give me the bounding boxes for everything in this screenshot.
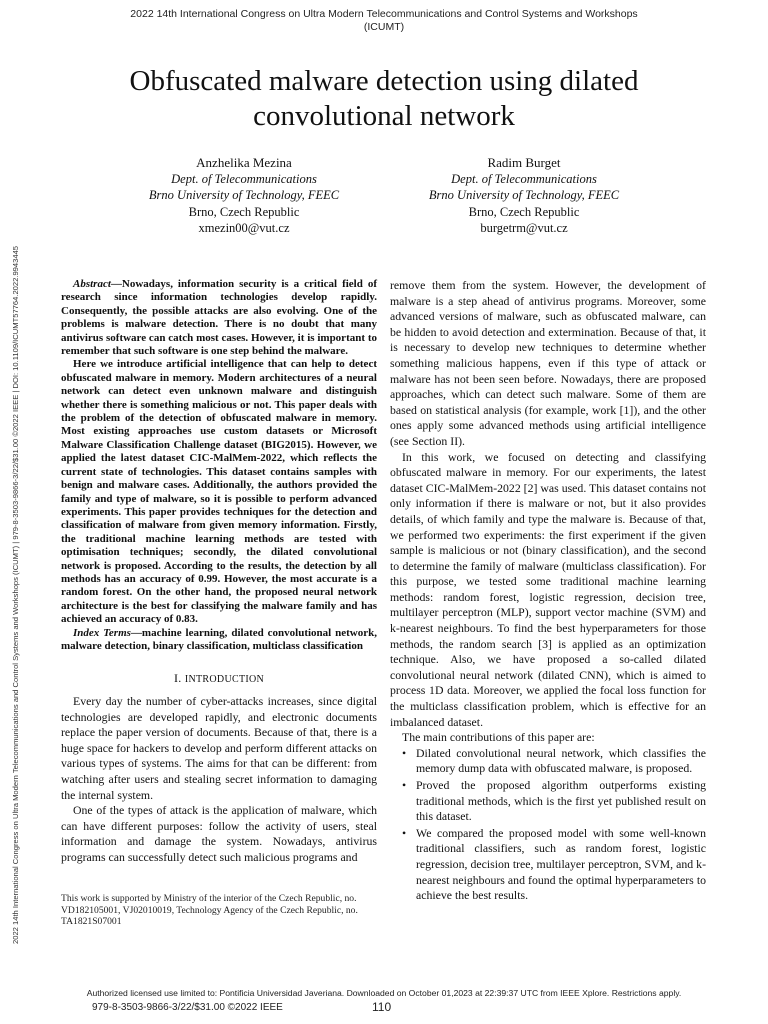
- abstract-paragraph-1: [61, 278, 377, 358]
- intro-paragraph-2: One of the types of attack is the application of malware, which can have different purposes: follow the activity of users, steal information and damage the system. Nowadays, antivirus programs can successfully detect such malicious programs and: [61, 803, 377, 864]
- list-item: [402, 825, 706, 904]
- author-university: Brno University of Technology, FEEC: [148, 188, 340, 203]
- list-item-text: Dilated convolutional neural network, which classifies the memory dump data with obfuscated malware, is proposed.: [416, 745, 706, 776]
- contributions-list: [390, 746, 706, 904]
- right-paragraph-2: In this work, we focused on detecting and classifying obfuscated malware in memory. For our experiments, the latest dataset CIC-MalMem-2022 [2] was used. This dataset contains not only information if there is malware or not, but it also provides details, of which family and type the malware is. Because of that, we performed two experiments: the first experiment if the given sample is malicious or not (binary classification), and the second to determine the family of malware (multiclass classification). For this purpose, we tested some traditional machine learning methods: random forest, logistic regression, decision tree, multilayer perceptron (MLP), support vector machine (SVM) and k-nearest neighbours. To find the best hyperparameters for those methods, the random search [3] is applied as an optimization technique. Also, we have proposed a so-called dilated convolutional neural network (dilated CNN), which is aimed to process 1D data. Moreover, we applied the focal loss function for the multiclass classification problem, which is effective for an imbalanced dataset.: [390, 449, 706, 729]
- author-dept: Dept. of Telecommunications: [171, 172, 317, 187]
- author-email[interactable]: xmezin00@vut.cz: [198, 220, 290, 235]
- index-terms-label: Index Terms: [73, 626, 131, 639]
- paper-title: [60, 64, 708, 134]
- page-number: 110: [372, 1000, 392, 1014]
- abstract-paragraph-2: Here we introduce artificial intelligence that can help to detect obfuscated malware in memory. Modern architectures of a neural network can detect even unknown malware and distinguish whether there is something malicious or not. This paper deals with the problem of the detection of obfuscated malware in memory. Most existing approaches use custom datasets or Microsoft Malware Classification Challenge dataset (BIG2015). However, we applied the latest dataset CIC-MalMem-2022, which reflects the current state of technologies. This dataset contains samples with benign and malware cases. Additionally, the authors provided the family and type of malware, so it is possible to perform advanced experiments. This paper provides techniques for the detection and classification of malware from given memory information. Firstly, the traditional machine learning methods are tested with optimisation techniques; secondly, the dilated convolutional network is proposed. According to the results, the detection by all methods has an accuracy of 0.99. However, the most accurate is a random forest. On the other hand, the proposed neural network architecture is the best for classifying the malware family and has achieved an accuracy of 0.83.: [61, 358, 377, 626]
- isbn-copyright: 979-8-3503-9866-3/22/$31.00 ©2022 IEEE: [92, 1002, 283, 1013]
- list-item-text: Proved the proposed algorithm outperforms existing traditional methods, which is the first yet published result on this dataset.: [416, 778, 706, 824]
- conference-line-2: (ICUMT): [363, 21, 405, 33]
- left-column: [61, 278, 377, 866]
- author-block-1: [114, 155, 374, 236]
- author-email[interactable]: burgetrm@vut.cz: [480, 220, 568, 235]
- author-city: Brno, Czech Republic: [468, 204, 580, 219]
- list-item-text: We compared the proposed model with some well-known traditional classifiers, such as random forest, logistic regression, decision tree, multilayer perceptron, SVM, and k-nearest neighbours and found the optimal hyperparameters to achieve the best results.: [416, 825, 706, 903]
- section-number: I.: [173, 671, 182, 686]
- index-terms-text: —machine learning, dilated convolutional network, malware detection, binary classification, multiclass classification: [61, 626, 377, 652]
- list-item: [402, 745, 706, 777]
- abstract-text-1: —Nowadays, information security is a critical field of research since information technologies develop rapidly. Consequently, the possible attacks are also evolving. One of the problems is malware detection. There is no doubt that many antivirus software can catch most cases. However, it is important to remember that such software is one step behind the malware.: [61, 278, 377, 358]
- funding-footnote: This work is supported by Ministry of the interior of the Czech Republic, no. VD182105001, VJ02010019, Technology Agency of the Czech Republic, no. TA1821S07001: [61, 893, 358, 928]
- bullet-icon: •: [402, 778, 407, 792]
- conference-header: [0, 8, 768, 34]
- author-university: Brno University of Technology, FEEC: [428, 188, 620, 203]
- conference-line-1: 2022 14th International Congress on Ultra Modern Telecommunications and Control Systems and Workshops: [130, 8, 638, 20]
- index-terms: [61, 627, 377, 654]
- contributions-intro: The main contributions of this paper are:: [402, 730, 595, 745]
- author-city: Brno, Czech Republic: [188, 204, 300, 219]
- title-line-1: Obfuscated malware detection using dilated: [129, 65, 639, 97]
- author-dept: Dept. of Telecommunications: [451, 172, 597, 187]
- author-block-2: [394, 155, 654, 236]
- bullet-icon: •: [402, 825, 407, 840]
- intro-paragraph-1: Every day the number of cyber-attacks increases, since digital technologies are developed rapidly, and electronic documents replace the paper version of documents. Because of that, there is a huge space for hackers to develop and perform different attacks on various types of systems. The aims for that can be different: from watching after users and stealing secret information to damaging the internal system.: [61, 693, 377, 802]
- abstract-label: Abstract: [73, 278, 111, 290]
- right-paragraph-1: remove them from the system. However, the development of malware is a step ahead of antivirus programs. Moreover, some advanced versions of malware, such as obfuscated malware, can be hidden to avoid detection and extermination. Because of that, it is necessary to develop new techniques to determine whether something malicious happens, even if this type of attack or malware has not been seen before. Nowadays, there are proposed approaches, which can detect such malware. Some of them are based on statistical analysis (for example, work [1]), and the other ones apply some advanced methods using artificial intelligence (see Section II).: [390, 278, 706, 448]
- title-line-2: convolutional network: [253, 100, 515, 132]
- author-name: Radim Burget: [487, 155, 561, 170]
- author-name: Anzhelika Mezina: [196, 155, 292, 170]
- section-heading-introduction: [61, 671, 377, 688]
- section-title: INTRODUCTION: [184, 674, 265, 686]
- right-column: [390, 278, 706, 905]
- list-item: [402, 778, 706, 825]
- license-note: Authorized licensed use limited to: Pontificia Universidad Javeriana. Downloaded on October 01,2023 at 22:39:37 UTC from IEEE Xplore. Restrictions apply.: [86, 988, 682, 998]
- side-doi-note: 2022 14th International Congress on Ultra Modern Telecommunications and Control Systems and Workshops (ICUMT) | 979-8-3503-9866-3/22/$31.00 ©2022 IEEE | DOI: 10.1109/ICUMT57764.2022.9943445: [11, 245, 20, 944]
- bullet-icon: •: [402, 745, 407, 760]
